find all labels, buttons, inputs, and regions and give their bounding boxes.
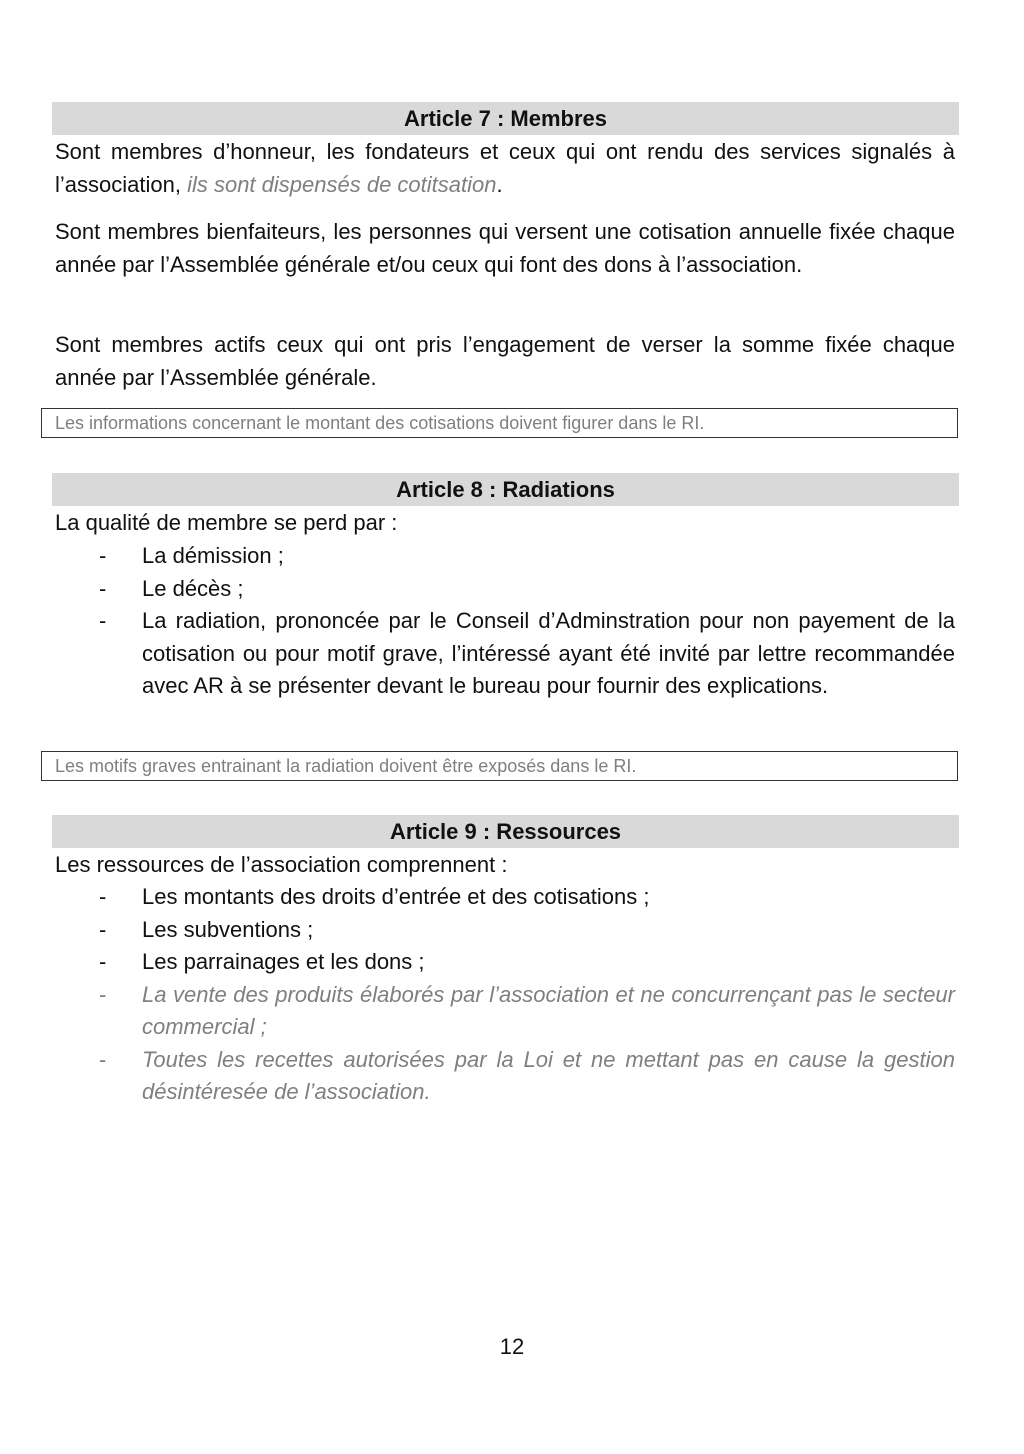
article-7-heading: Article 7 : Membres <box>52 102 959 135</box>
list-item <box>55 1044 955 1109</box>
list-item <box>55 573 955 606</box>
list-item-text: La vente des produits élaborés par l’association et ne concurrençant pas le secteur commercial ; <box>142 981 955 1039</box>
list-item-text: Les montants des droits d’entrée et des cotisations ; <box>142 884 650 909</box>
article-7-note-box: Les informations concernant le montant des cotisations doivent figurer dans le RI. <box>41 408 958 438</box>
list-item <box>55 914 955 947</box>
list-item-text: La démission ; <box>142 543 284 568</box>
list-dash: - <box>99 981 107 1007</box>
list-dash: - <box>99 884 107 909</box>
list-item <box>55 946 955 979</box>
list-item-text: Les subventions ; <box>142 916 314 942</box>
article-7-paragraph-2: Sont membres bienfaiteurs, les personnes qui versent une cotisation annuelle fixée chaque année par l’Assemblée générale et/ou ceux qui font des dons à l’association. <box>55 219 955 277</box>
list-dash: - <box>99 949 107 974</box>
list-item <box>55 605 955 703</box>
list-item <box>55 881 955 914</box>
page-number: 12 <box>499 1334 525 1359</box>
list-dash: - <box>99 575 107 601</box>
article-8-note-box: Les motifs graves entrainant la radiation doivent être exposés dans le RI. <box>41 751 958 781</box>
list-dash: - <box>99 608 107 633</box>
list-item-text: Toutes les recettes autorisées par la Loi et ne mettant pas en cause la gestion désintéresée de l’association. <box>142 1046 955 1104</box>
list-item-text: Les parrainages et les dons ; <box>142 949 425 974</box>
list-dash: - <box>99 916 107 942</box>
list-dash: - <box>99 1046 107 1072</box>
list-item-text: La radiation, prononcée par le Conseil d’Adminstration pour non payement de la cotisation ou pour motif grave, l’intéressé ayant été invité par lettre recommandée avec AR à se présenter devant le bureau pour fournir des explications. <box>142 608 955 698</box>
article-9-heading: Article 9 : Ressources <box>52 815 959 848</box>
article-7-paragraph-3: Sont membres actifs ceux qui ont pris l’engagement de verser la somme fixée chaque année par l’Assemblée générale. <box>55 332 955 390</box>
list-item-text: Le décès ; <box>142 575 244 601</box>
article-8-list <box>55 540 955 703</box>
article-8-heading: Article 8 : Radiations <box>52 473 959 506</box>
list-item <box>55 979 955 1044</box>
list-item <box>55 540 955 573</box>
article-7-paragraph-1 <box>55 136 955 201</box>
article-7-paragraph-1-italic: ils sont dispensés de cotitsation <box>187 171 497 197</box>
article-7-paragraph-1-end: . <box>496 171 503 197</box>
list-dash: - <box>99 543 107 568</box>
article-7-paragraph-1-text: Sont membres d’honneur, les fondateurs et ceux qui ont rendu des services signalés à l’association, <box>55 139 955 197</box>
article-8-intro: La qualité de membre se perd par : <box>55 510 398 535</box>
article-9-intro: Les ressources de l’association comprennent : <box>55 852 508 877</box>
article-9-list <box>55 881 955 1109</box>
